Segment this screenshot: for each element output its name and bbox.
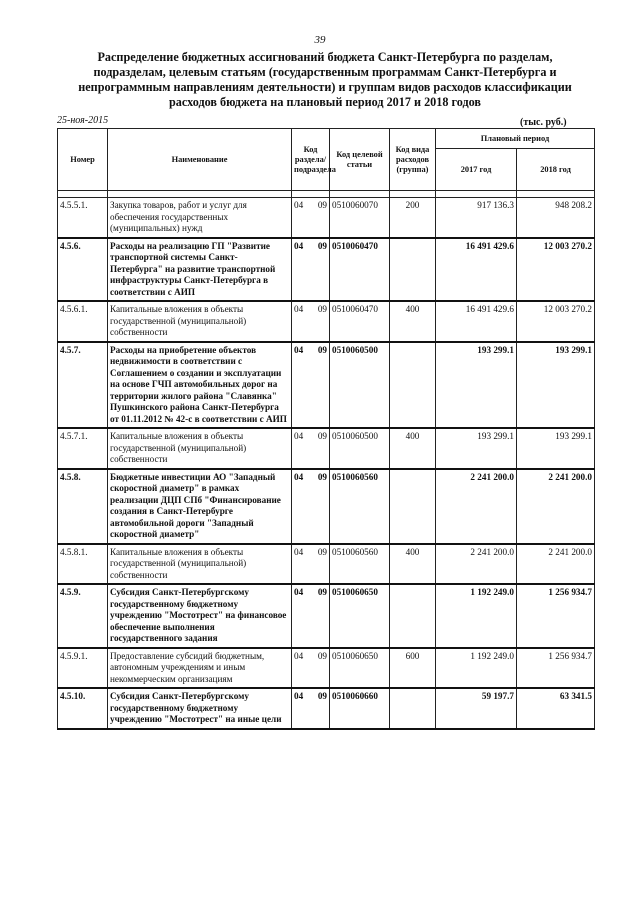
row-value-2018: 2 241 200.0 — [517, 469, 595, 544]
row-number: 4.5.6.1. — [58, 301, 108, 342]
header-2018: 2018 год — [517, 149, 595, 191]
row-name: Субсидия Санкт-Петербургскому государственному бюджетному учреждению "Мостотрест" на финансовое обеспечение выполнения государственного задания — [108, 584, 292, 648]
row-name: Субсидия Санкт-Петербургскому государственному бюджетному учреждению "Мостотрест" на иные цели — [108, 688, 292, 729]
row-number: 4.5.10. — [58, 688, 108, 729]
row-value-2017: 59 197.7 — [436, 688, 517, 729]
row-value-2018: 1 256 934.7 — [517, 648, 595, 689]
row-kind-code — [390, 584, 436, 648]
row-kind-code: 600 — [390, 648, 436, 689]
row-number: 4.5.8.1. — [58, 544, 108, 585]
row-number: 4.5.7. — [58, 342, 108, 429]
row-name: Предоставление субсидий бюджетным, автономным учреждениям и иным некоммерческим организациям — [108, 648, 292, 689]
row-kind-code — [390, 342, 436, 429]
table-row — [58, 238, 595, 302]
row-kind-code: 400 — [390, 544, 436, 585]
row-kind-code — [390, 469, 436, 544]
row-section-code: 04 09 — [292, 584, 330, 648]
row-kind-code: 400 — [390, 301, 436, 342]
row-value-2017: 193 299.1 — [436, 342, 517, 429]
header-section: Код раздела/ подраздела — [292, 129, 330, 191]
spacer-row — [58, 191, 595, 198]
row-value-2017: 1 192 249.0 — [436, 584, 517, 648]
row-value-2017: 16 491 429.6 — [436, 238, 517, 302]
row-name: Расходы на реализацию ГП "Развитие транспортной системы Санкт-Петербурга" на развитие транспортной инфраструктуры Санкт-Петербурга в соответствии с АИП — [108, 238, 292, 302]
row-name: Бюджетные инвестиции АО "Западный скоростной диаметр" в рамках реализации ДЦП СПб "Финансирование создания в Санкт-Петербурге автомобильной дороги "Западный скоростной диаметр" — [108, 469, 292, 544]
row-target-code: 0510060500 — [330, 428, 390, 469]
row-value-2018: 12 003 270.2 — [517, 301, 595, 342]
row-number: 4.5.6. — [58, 238, 108, 302]
row-section-code: 04 09 — [292, 198, 330, 238]
row-target-code: 0510060500 — [330, 342, 390, 429]
row-section-code: 04 09 — [292, 238, 330, 302]
row-value-2017: 2 241 200.0 — [436, 544, 517, 585]
row-number: 4.5.8. — [58, 469, 108, 544]
row-number: 4.5.9.1. — [58, 648, 108, 689]
header-name: Наименование — [108, 129, 292, 191]
row-value-2017: 1 192 249.0 — [436, 648, 517, 689]
row-kind-code: 400 — [390, 428, 436, 469]
header-planned: Плановый период — [436, 129, 595, 149]
row-value-2018: 2 241 200.0 — [517, 544, 595, 585]
row-section-code: 04 09 — [292, 428, 330, 469]
row-kind-code: 200 — [390, 198, 436, 238]
row-section-code: 04 09 — [292, 301, 330, 342]
row-value-2017: 193 299.1 — [436, 428, 517, 469]
row-section-code: 04 09 — [292, 688, 330, 729]
table-row — [58, 198, 595, 238]
row-number: 4.5.9. — [58, 584, 108, 648]
row-name: Капитальные вложения в объекты государственной (муниципальной) собственности — [108, 544, 292, 585]
row-number: 4.5.7.1. — [58, 428, 108, 469]
row-value-2018: 193 299.1 — [517, 342, 595, 429]
row-kind-code — [390, 238, 436, 302]
header-kind: Код вида расходов (группа) — [390, 129, 436, 191]
row-value-2018: 63 341.5 — [517, 688, 595, 729]
row-name: Закупка товаров, работ и услуг для обеспечения государственных (муниципальных) нужд — [108, 198, 292, 238]
row-value-2017: 2 241 200.0 — [436, 469, 517, 544]
table-row — [58, 544, 595, 585]
row-value-2018: 1 256 934.7 — [517, 584, 595, 648]
row-section-code: 04 09 — [292, 342, 330, 429]
row-target-code: 0510060650 — [330, 648, 390, 689]
row-value-2017: 16 491 429.6 — [436, 301, 517, 342]
table-row — [58, 648, 595, 689]
table-row — [58, 584, 595, 648]
row-value-2018: 948 208.2 — [517, 198, 595, 238]
row-name: Капитальные вложения в объекты государственной (муниципальной) собственности — [108, 301, 292, 342]
row-target-code: 0510060470 — [330, 238, 390, 302]
row-number: 4.5.5.1. — [58, 198, 108, 238]
row-target-code: 0510060660 — [330, 688, 390, 729]
header-target: Код целевой статьи — [330, 129, 390, 191]
table-row — [58, 688, 595, 729]
document-date: 25-ноя-2015 — [57, 115, 109, 126]
table-body — [58, 191, 595, 729]
row-value-2018: 12 003 270.2 — [517, 238, 595, 302]
row-target-code: 0510060560 — [330, 544, 390, 585]
row-kind-code — [390, 688, 436, 729]
row-target-code: 0510060650 — [330, 584, 390, 648]
row-section-code: 04 09 — [292, 469, 330, 544]
table-row — [58, 428, 595, 469]
table-row — [58, 342, 595, 429]
row-name: Капитальные вложения в объекты государственной (муниципальной) собственности — [108, 428, 292, 469]
units-label: (тыс. руб.) — [520, 117, 567, 128]
row-target-code: 0510060470 — [330, 301, 390, 342]
header-2017: 2017 год — [436, 149, 517, 191]
row-value-2017: 917 136.3 — [436, 198, 517, 238]
row-target-code: 0510060560 — [330, 469, 390, 544]
document-title: Распределение бюджетных ассигнований бюджета Санкт-Петербурга по разделам, подразделам, целевым статьям (государственным программам Санкт-Петербурга и непрограммным направлениям деятельности) и группам видов расходов классификации расходов бюджета на плановый период 2017 и 2018 годов — [78, 50, 572, 109]
header-number: Номер — [58, 129, 108, 191]
row-section-code: 04 09 — [292, 648, 330, 689]
row-name: Расходы на приобретение объектов недвижимости в соответствии с Соглашением о создании и эксплуатации на основе ГЧП автомобильных дорог на территории жилого района "Славянка" Пушкинского района Санкт-Петербурга от 01.11.2012 № 42-с в соответствии с АИП — [108, 342, 292, 429]
table-row — [58, 469, 595, 544]
table-row — [58, 301, 595, 342]
row-target-code: 0510060070 — [330, 198, 390, 238]
page-number: 39 — [314, 34, 326, 46]
row-value-2018: 193 299.1 — [517, 428, 595, 469]
budget-table — [57, 128, 595, 730]
row-section-code: 04 09 — [292, 544, 330, 585]
